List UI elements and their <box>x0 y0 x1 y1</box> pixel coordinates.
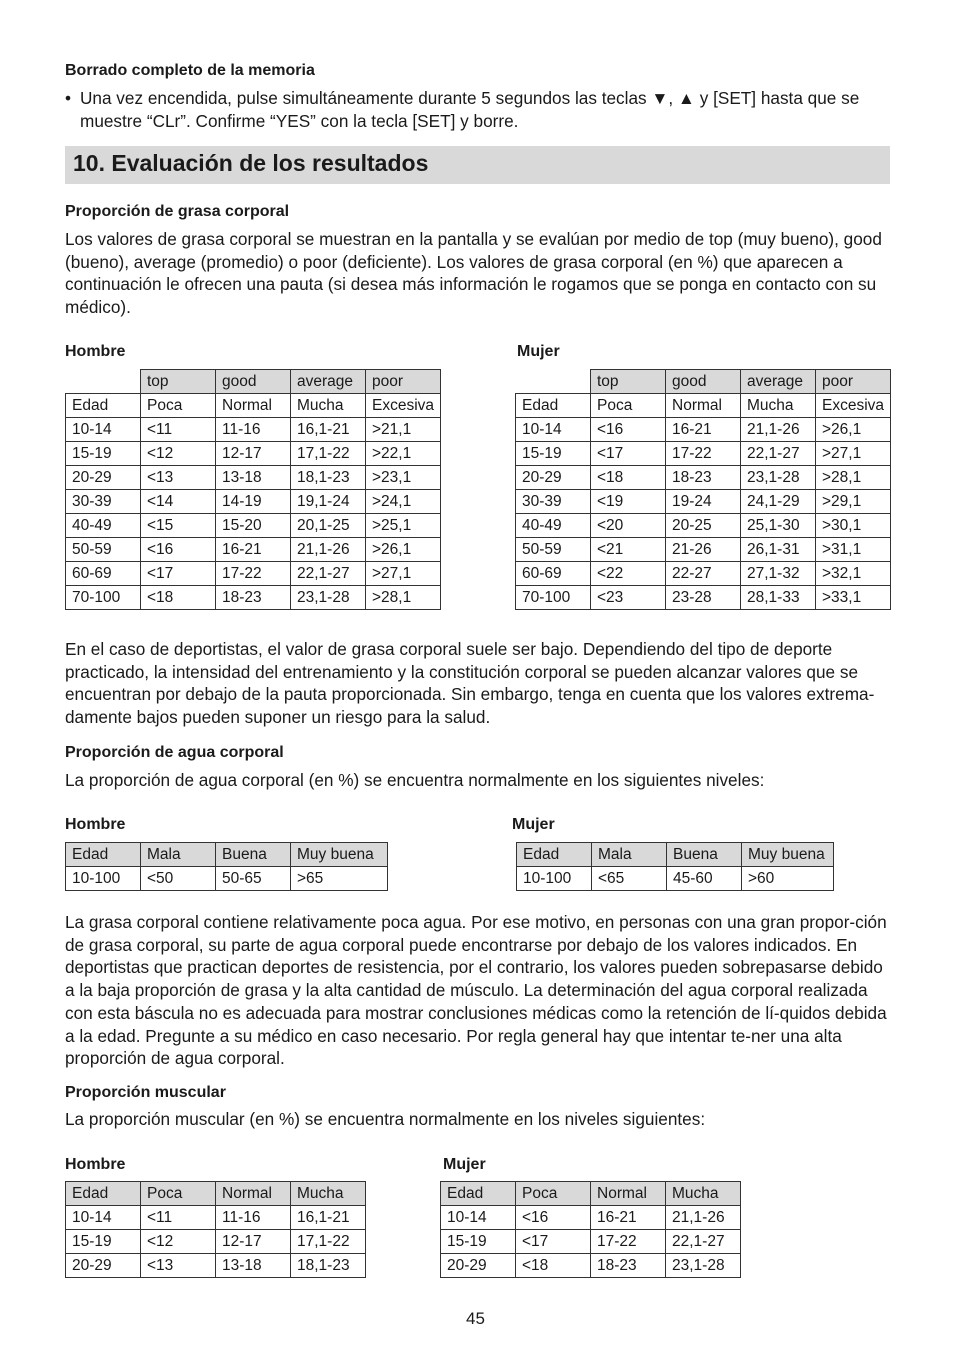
table-row <box>66 867 388 891</box>
muscle-heading: Proporción muscular <box>65 1084 226 1101</box>
table-cell: >24,1 <box>366 490 441 514</box>
table-cell: 18-23 <box>666 466 741 490</box>
page-number: 45 <box>466 1309 485 1328</box>
memory-heading: Borrado completo de la memoria <box>65 62 315 79</box>
table-row <box>66 538 441 562</box>
table-row <box>66 1206 366 1230</box>
table-cell: 15-20 <box>216 514 291 538</box>
fat-after-text: En el caso de deportistas, el valor de grasa corporal suele ser bajo. Dependiendo del tipo de deporte practicado, la intensidad del entrenamiento y la constitución corporal se pueden alcanzar valores que se encuentran por debajo de la pauta proporcionada. Sin embargo, tenga en cuenta que los valores extrema-damente bajos pueden suponer un riesgo para la salud. <box>65 639 875 728</box>
table-cell: <20 <box>591 514 666 538</box>
table-cell: 70-100 <box>66 586 141 610</box>
table-header-cell: Edad <box>66 1182 141 1206</box>
table-cell: 20-25 <box>666 514 741 538</box>
table-cell: <21 <box>591 538 666 562</box>
table-header-cell: good <box>666 370 741 394</box>
section-title: 10. Evaluación de los resultados <box>73 150 429 176</box>
table-cell: >31,1 <box>816 538 891 562</box>
table-cell: 23,1-28 <box>291 586 366 610</box>
muscle-intro: La proporción muscular (en %) se encuentra normalmente en los niveles siguientes: <box>65 1109 706 1129</box>
table-cell: >33,1 <box>816 586 891 610</box>
table-cell: >21,1 <box>366 418 441 442</box>
table-row <box>66 442 441 466</box>
table-cell: 18-23 <box>591 1254 666 1278</box>
table-cell: 12-17 <box>216 442 291 466</box>
table-cell: 11-16 <box>216 418 291 442</box>
table-cell: <12 <box>141 1230 216 1254</box>
table-cell: Normal <box>216 394 291 418</box>
section-title-bar <box>65 146 890 184</box>
table-cell: >60 <box>742 867 834 891</box>
table-cell: 10-100 <box>517 867 592 891</box>
table-cell: 17,1-22 <box>291 1230 366 1254</box>
table-cell: 60-69 <box>516 562 591 586</box>
table-header-cell: Muy buena <box>742 843 834 867</box>
table-header-cell: top <box>141 370 216 394</box>
table-row <box>66 394 441 418</box>
table-cell: <11 <box>141 418 216 442</box>
table-corner-blank <box>516 370 591 394</box>
table-cell: <11 <box>141 1206 216 1230</box>
table-cell: 20-29 <box>66 1254 141 1278</box>
table-cell: 45-60 <box>667 867 742 891</box>
table-cell: 23,1-28 <box>666 1254 741 1278</box>
table-cell: >26,1 <box>816 418 891 442</box>
table-cell: 50-59 <box>516 538 591 562</box>
table-cell: 17-22 <box>666 442 741 466</box>
table-cell: <50 <box>141 867 216 891</box>
table-row <box>516 490 891 514</box>
table-cell: <16 <box>141 538 216 562</box>
table-cell: 23-28 <box>666 586 741 610</box>
table-cell: 26,1-31 <box>741 538 816 562</box>
table-cell: <14 <box>141 490 216 514</box>
table-cell: 22,1-27 <box>741 442 816 466</box>
table-row <box>516 418 891 442</box>
table-header-cell: good <box>216 370 291 394</box>
table-row <box>516 466 891 490</box>
water-women-table <box>516 842 834 891</box>
table-row <box>441 1206 741 1230</box>
table-header-cell: poor <box>366 370 441 394</box>
table-cell: 13-18 <box>216 1254 291 1278</box>
table-row <box>66 490 441 514</box>
table-cell: 15-19 <box>441 1230 516 1254</box>
table-cell: 18,1-23 <box>291 466 366 490</box>
table-header-cell: Normal <box>591 1182 666 1206</box>
table-row <box>441 1254 741 1278</box>
table-header-cell: Buena <box>667 843 742 867</box>
table-cell: Edad <box>66 394 141 418</box>
table-cell: <15 <box>141 514 216 538</box>
table-cell: >23,1 <box>366 466 441 490</box>
muscle-men-label: Hombre <box>65 1156 126 1173</box>
table-cell: 12-17 <box>216 1230 291 1254</box>
table-cell: 17,1-22 <box>291 442 366 466</box>
table-cell: <13 <box>141 466 216 490</box>
table-header-cell: average <box>741 370 816 394</box>
table-cell: <23 <box>591 586 666 610</box>
table-cell: 13-18 <box>216 466 291 490</box>
table-cell: 16-21 <box>666 418 741 442</box>
table-cell: Normal <box>666 394 741 418</box>
table-cell: 23,1-28 <box>741 466 816 490</box>
table-cell: 25,1-30 <box>741 514 816 538</box>
table-cell: Mucha <box>741 394 816 418</box>
muscle-men-table <box>65 1181 366 1278</box>
table-cell: >25,1 <box>366 514 441 538</box>
table-header-cell: Edad <box>66 843 141 867</box>
table-header-cell: Mala <box>141 843 216 867</box>
table-row <box>441 1182 741 1206</box>
fat-women-label: Mujer <box>517 343 560 360</box>
table-cell: <12 <box>141 442 216 466</box>
table-cell: Poca <box>141 394 216 418</box>
memory-bullet <box>65 87 885 132</box>
table-header-cell: Mala <box>592 843 667 867</box>
table-cell: 15-19 <box>66 1230 141 1254</box>
table-cell: >22,1 <box>366 442 441 466</box>
table-header-cell: Poca <box>516 1182 591 1206</box>
table-cell: 18-23 <box>216 586 291 610</box>
table-cell: 27,1-32 <box>741 562 816 586</box>
table-corner-blank <box>66 370 141 394</box>
table-row <box>66 1182 366 1206</box>
table-cell: >28,1 <box>816 466 891 490</box>
table-row <box>66 418 441 442</box>
table-row <box>66 466 441 490</box>
table-cell: 16,1-21 <box>291 1206 366 1230</box>
fat-men-table <box>65 369 441 610</box>
table-header-cell: Buena <box>216 843 291 867</box>
table-header-cell: top <box>591 370 666 394</box>
table-cell: 50-59 <box>66 538 141 562</box>
water-heading: Proporción de agua corporal <box>65 744 284 761</box>
table-cell: >32,1 <box>816 562 891 586</box>
table-header-cell: Edad <box>517 843 592 867</box>
table-row <box>516 442 891 466</box>
table-cell: 40-49 <box>66 514 141 538</box>
table-cell: Excesiva <box>816 394 891 418</box>
table-header-cell: Poca <box>141 1182 216 1206</box>
table-header-cell: Normal <box>216 1182 291 1206</box>
table-cell: 24,1-29 <box>741 490 816 514</box>
table-cell: >65 <box>291 867 388 891</box>
water-men-table <box>65 842 388 891</box>
table-header-cell: Edad <box>441 1182 516 1206</box>
table-row <box>66 586 441 610</box>
table-cell: <16 <box>591 418 666 442</box>
table-cell: 10-14 <box>66 1206 141 1230</box>
table-row <box>516 394 891 418</box>
muscle-women-table <box>440 1181 741 1278</box>
table-cell: Poca <box>591 394 666 418</box>
table-cell: 14-19 <box>216 490 291 514</box>
memory-bullet-text: Una vez encendida, pulse simultáneamente durante 5 segundos las teclas ▼, ▲ y [SET] hasta que se muestre “CLr”. Confirme “YES” con la tecla [SET] y borre. <box>80 88 860 131</box>
table-cell: Edad <box>516 394 591 418</box>
table-cell: <18 <box>141 586 216 610</box>
table-cell: 21-26 <box>666 538 741 562</box>
table-cell: <65 <box>592 867 667 891</box>
table-cell: 20-29 <box>516 466 591 490</box>
table-cell: 70-100 <box>516 586 591 610</box>
table-row <box>441 1230 741 1254</box>
table-row <box>66 1230 366 1254</box>
table-row <box>517 843 834 867</box>
muscle-women-label: Mujer <box>443 1156 486 1173</box>
table-cell: 40-49 <box>516 514 591 538</box>
table-cell: >29,1 <box>816 490 891 514</box>
table-cell: 18,1-23 <box>291 1254 366 1278</box>
water-after-text: La grasa corporal contiene relativamente poca agua. Por ese motivo, en personas con una gran propor-ción de grasa corporal, su parte de agua corporal puede encontrarse por debajo de los valores indicados. En deportistas que practican deportes de resistencia, por el contrario, los valores pueden sobrepasarse debido a la baja proporción de grasa y la alta cantidad de músculo. La determinación del agua corporal realizada con esta báscula no es adecuada para mostrar conclusiones médicas como la retención de lí-quidos debida a la edad. Pregunte a su médico en caso necesario. Por regla general hay que intentar te-ner una alta proporción de agua corporal. <box>65 912 887 1069</box>
table-cell: 16,1-21 <box>291 418 366 442</box>
table-header-cell: Muy buena <box>291 843 388 867</box>
water-women-label: Mujer <box>512 816 555 833</box>
table-cell: <16 <box>516 1206 591 1230</box>
table-cell: 20-29 <box>441 1254 516 1278</box>
table-cell: 21,1-26 <box>741 418 816 442</box>
fat-heading: Proporción de grasa corporal <box>65 203 290 220</box>
table-cell: >30,1 <box>816 514 891 538</box>
table-cell: <22 <box>591 562 666 586</box>
table-row <box>516 370 891 394</box>
table-cell: <17 <box>141 562 216 586</box>
water-men-label: Hombre <box>65 816 126 833</box>
table-cell: 10-14 <box>516 418 591 442</box>
table-row <box>66 1254 366 1278</box>
table-cell: 22,1-27 <box>666 1230 741 1254</box>
table-cell: 10-14 <box>66 418 141 442</box>
table-cell: <17 <box>591 442 666 466</box>
table-cell: >26,1 <box>366 538 441 562</box>
table-row <box>66 562 441 586</box>
table-cell: <17 <box>516 1230 591 1254</box>
water-intro: La proporción de agua corporal (en %) se encuentra normalmente en los siguientes niveles: <box>65 770 765 790</box>
table-cell: 10-14 <box>441 1206 516 1230</box>
table-cell: >28,1 <box>366 586 441 610</box>
table-header-cell: average <box>291 370 366 394</box>
table-header-cell: poor <box>816 370 891 394</box>
table-cell: 30-39 <box>516 490 591 514</box>
table-cell: 15-19 <box>66 442 141 466</box>
table-header-cell: Mucha <box>666 1182 741 1206</box>
table-cell: 22,1-27 <box>291 562 366 586</box>
table-cell: 30-39 <box>66 490 141 514</box>
table-row <box>516 586 891 610</box>
table-cell: 20,1-25 <box>291 514 366 538</box>
fat-women-table <box>515 369 891 610</box>
table-cell: <13 <box>141 1254 216 1278</box>
table-cell: Excesiva <box>366 394 441 418</box>
table-cell: 17-22 <box>216 562 291 586</box>
table-row <box>66 370 441 394</box>
table-cell: <18 <box>516 1254 591 1278</box>
table-row <box>517 867 834 891</box>
table-row <box>516 514 891 538</box>
table-cell: 22-27 <box>666 562 741 586</box>
table-cell: 19,1-24 <box>291 490 366 514</box>
table-cell: Mucha <box>291 394 366 418</box>
table-cell: 21,1-26 <box>291 538 366 562</box>
table-cell: 60-69 <box>66 562 141 586</box>
table-cell: 50-65 <box>216 867 291 891</box>
table-header-cell: Mucha <box>291 1182 366 1206</box>
bullet-dot: • <box>65 88 72 108</box>
table-cell: 16-21 <box>216 538 291 562</box>
table-row <box>66 843 388 867</box>
fat-intro: Los valores de grasa corporal se muestran en la pantalla y se evalúan por medio de top (muy bueno), good (bueno), average (promedio) o poor (deficiente). Los valores de grasa corporal (en %) que aparecen a continuación le ofrecen una pauta (si desea más información le rogamos que se ponga en contacto con su médico). <box>65 229 882 318</box>
fat-men-label: Hombre <box>65 343 126 360</box>
table-cell: >27,1 <box>816 442 891 466</box>
table-cell: <19 <box>591 490 666 514</box>
table-cell: 15-19 <box>516 442 591 466</box>
table-row <box>516 562 891 586</box>
table-cell: 20-29 <box>66 466 141 490</box>
table-row <box>516 538 891 562</box>
table-cell: 21,1-26 <box>666 1206 741 1230</box>
table-cell: 16-21 <box>591 1206 666 1230</box>
table-cell: 19-24 <box>666 490 741 514</box>
table-cell: <18 <box>591 466 666 490</box>
table-cell: 10-100 <box>66 867 141 891</box>
table-cell: 17-22 <box>591 1230 666 1254</box>
table-cell: >27,1 <box>366 562 441 586</box>
table-row <box>66 514 441 538</box>
table-cell: 11-16 <box>216 1206 291 1230</box>
table-cell: 28,1-33 <box>741 586 816 610</box>
